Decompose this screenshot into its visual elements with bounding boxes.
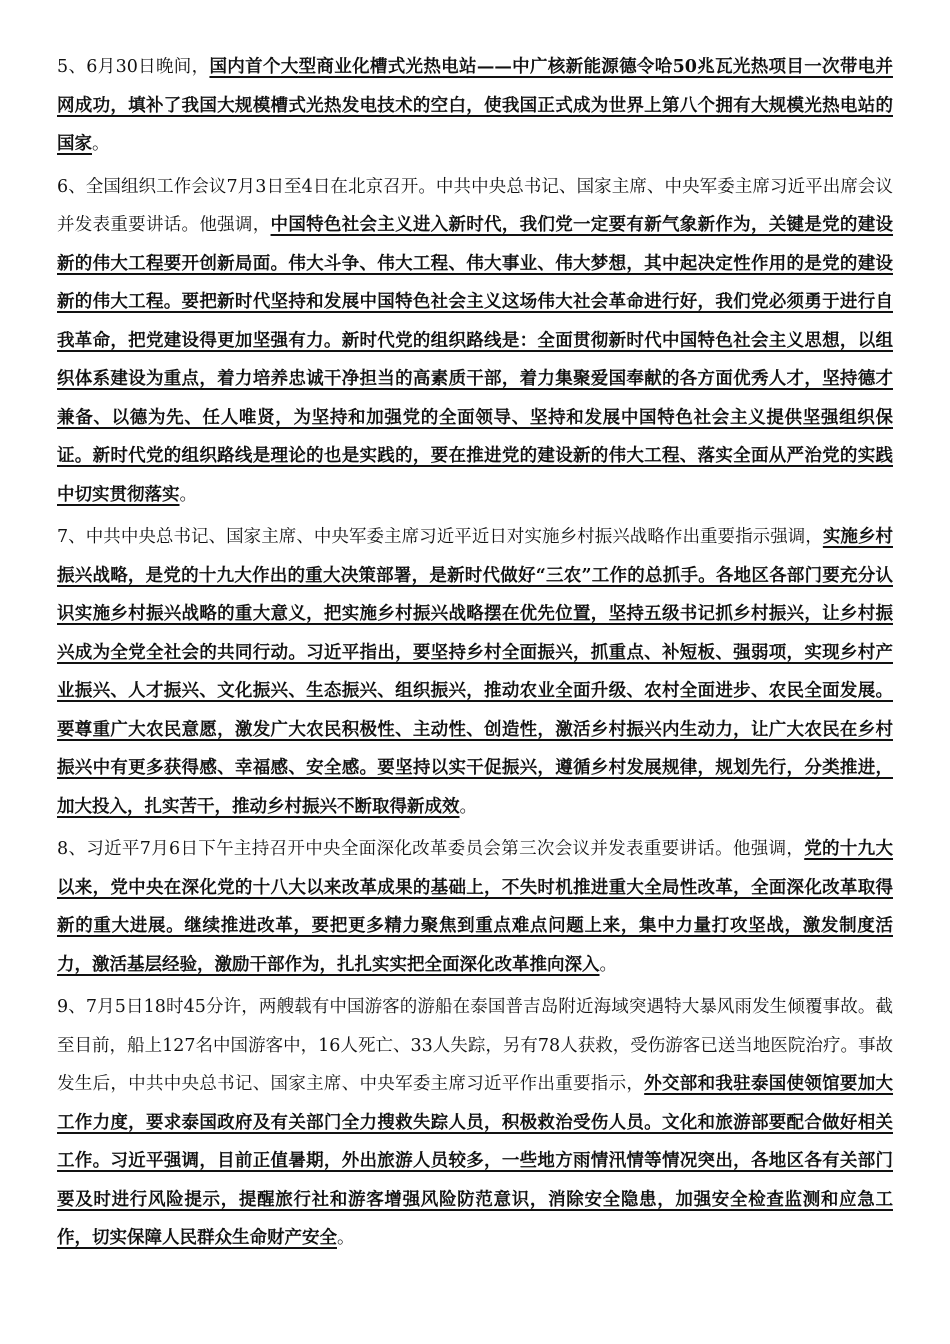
- item-intro: 6、全国组织工作会议7月3日至4日在北京召开。中共中央总书记、国家主席、中央军委主席习近平出席会议并发表重要讲话。他强调，: [57, 176, 893, 235]
- item-end: 。: [179, 484, 197, 505]
- news-item-9: [57, 988, 893, 1258]
- item-key-point: 党的十九大以来，党中央在深化党的十八大以来改革成果的基础上，不失时机推进重大全局性改革，全面深化改革取得新的重大进展。继续推进改革，要把更多精力聚焦到重点难点问题上来，集中力量打攻坚战，激发制度活力，激活基层经验，激励干部作为，扎扎实实把全面深化改革推向深入: [57, 839, 894, 975]
- item-end: 。: [459, 796, 477, 817]
- item-end: 。: [599, 954, 617, 975]
- item-key-point: 实施乡村振兴战略，是党的十九大作出的重大决策部署，是新时代做好“三农”工作的总抓手。各地区各部门要充分认识实施乡村振兴战略的重大意义，把实施乡村振兴战略摆在优先位置，坚持五级书记抓乡村振兴，让乡村振兴成为全党全社会的共同行动。习近平指出，要坚持乡村全面振兴，抓重点、补短板、强弱项，实现乡村产业振兴、人才振兴、文化振兴、生态振兴、组织振兴，推动农业全面升级、农村全面进步、农民全面发展。要尊重广大农民意愿，激发广大农民积极性、主动性、创造性，激活乡村振兴内生动力，让广大农民在乡村振兴中有更多获得感、幸福感、安全感。要坚持以实干促振兴，遵循乡村发展规律，规划先行，分类推进，加大投入，扎实苦干，推动乡村振兴不断取得新成效: [57, 527, 893, 817]
- item-intro: 5、6月30日晚间，: [57, 57, 210, 77]
- news-item-6: [57, 168, 893, 515]
- news-item-5: [57, 48, 893, 164]
- item-key-point: 国内首个大型商业化槽式光热电站——中广核新能源德令哈50兆瓦光热项目一次带电并网成功，填补了我国大规模槽式光热发电技术的空白，使我国正式成为世界上第八个拥有大规模光热电站的国家: [57, 57, 893, 154]
- item-end: 。: [92, 134, 110, 154]
- item-intro: 7、中共中央总书记、国家主席、中央军委主席习近平近日对实施乡村振兴战略作出重要指示强调，: [57, 527, 823, 547]
- item-key-point: 外交部和我驻泰国使领馆要加大工作力度，要求泰国政府及有关部门全力搜救失踪人员，积极救治受伤人员。文化和旅游部要配合做好相关工作。习近平强调，目前正值暑期，外出旅游人员较多，一些地方雨情汛情等情况突出，各地区各有关部门要及时进行风险提示，提醒旅行社和游客增强风险防范意识，消除安全隐患，加强安全检查监测和应急工作，切实保障人民群众生命财产安全: [57, 1074, 894, 1248]
- item-intro: 9、7月5日18时45分许，两艘载有中国游客的游船在泰国普吉岛附近海域突遇特大暴风雨发生倾覆事故。截至目前，船上127名中国游客中，16人死亡、33人失踪，另有78人获救，受伤游客已送当地医院治疗。事故发生后，中共中央总书记、国家主席、中央军委主席习近平作出重要指示，: [57, 997, 893, 1094]
- document-page: [57, 48, 893, 1262]
- item-intro: 8、习近平7月6日下午主持召开中央全面深化改革委员会第三次会议并发表重要讲话。他强调，: [57, 839, 805, 859]
- news-item-8: [57, 830, 893, 984]
- item-end: 。: [337, 1228, 355, 1248]
- news-item-7: [57, 518, 893, 826]
- item-key-point: 中国特色社会主义进入新时代，我们党一定要有新气象新作为，关键是党的建设新的伟大工程要开创新局面。伟大斗争、伟大工程、伟大事业、伟大梦想，其中起决定性作用的是党的建设新的伟大工程。要把新时代坚持和发展中国特色社会主义这场伟大社会革命进行好，我们党必须勇于进行自我革命，把党建设得更加坚强有力。新时代党的组织路线是：全面贯彻新时代中国特色社会主义思想，以组织体系建设为重点，着力培养忠诚干净担当的高素质干部，着力集聚爱国奉献的各方面优秀人才，坚持德才兼备、以德为先、任人唯贤，为坚持和加强党的全面领导、坚持和发展中国特色社会主义提供坚强组织保证。新时代党的组织路线是理论的也是实践的，要在推进党的建设新的伟大工程、落实全面从严治党的实践中切实贯彻落实: [57, 215, 894, 505]
